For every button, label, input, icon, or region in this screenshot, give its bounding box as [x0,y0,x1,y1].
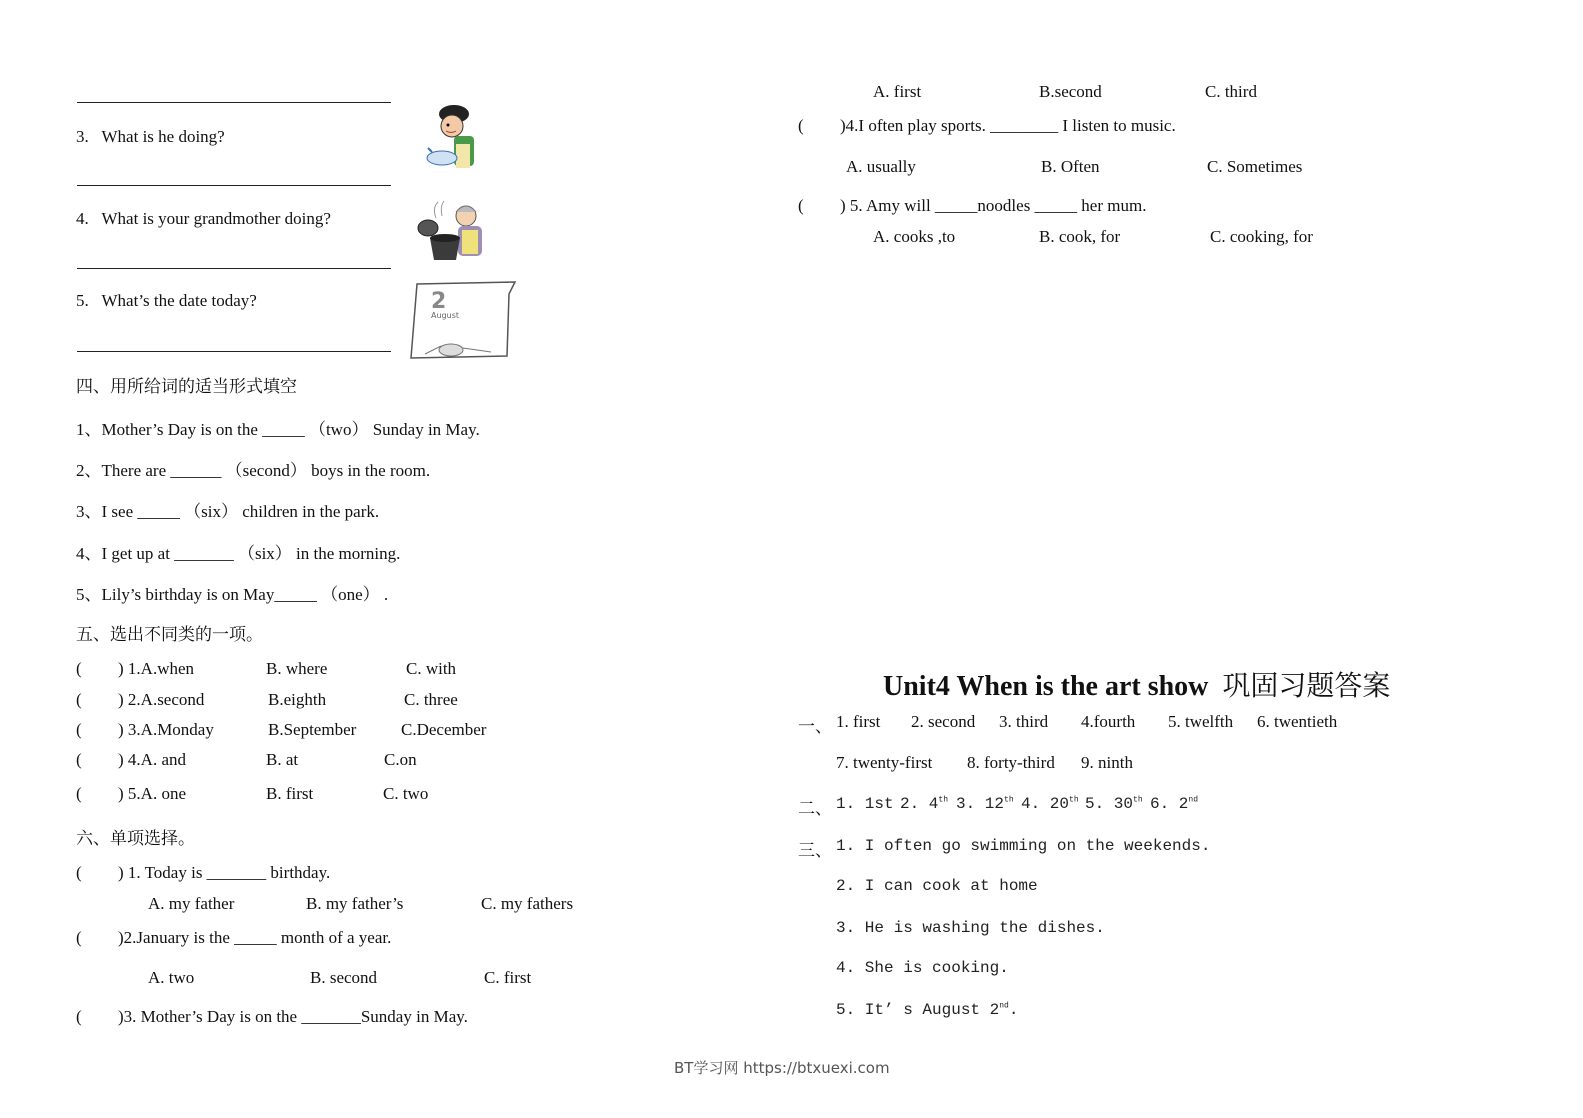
answer-bracket[interactable]: ( [76,659,82,678]
svg-text:2: 2 [431,289,447,314]
question-3: 3. What is he doing? [76,127,225,146]
svg-text:August: August [431,311,459,320]
section-4-heading: 四、用所给词的适当形式填空 [76,377,297,396]
fill-item-1: 1、Mother’s Day is on the _____ （two） Sunday in May. [76,420,480,439]
answer-bracket[interactable]: ( [76,784,82,803]
fill-item-2: 2、There are ______ （second） boys in the room. [76,461,431,480]
footer-watermark[interactable]: BT学习网 https://btxuexi.com [674,1059,890,1077]
answer-line[interactable] [77,102,391,103]
fill-item-5: 5、Lily’s birthday is on May_____ （one） . [76,585,389,604]
answer-bracket[interactable]: ( [76,720,82,739]
answer-key-title: Unit4 When is the art show 巩固习题答案 [883,671,1391,702]
fill-item-4: 4、I get up at _______ （six） in the morning. [76,544,401,563]
grandmother-cooking-illustration [414,198,494,268]
answer-line[interactable] [77,351,391,352]
answer-bracket[interactable]: ( [76,863,82,882]
boy-washing-dishes-illustration [418,100,480,175]
question-5: 5. What’s the date today? [76,291,257,310]
answer-bracket[interactable]: ( [76,750,82,769]
answer-bracket[interactable]: ( [798,116,804,135]
answer-bracket[interactable]: ( [76,1007,82,1026]
answer-line[interactable] [77,185,391,186]
question-4: 4. What is your grandmother doing? [76,209,331,228]
fill-item-3: 3、I see _____ （six） children in the park. [76,502,380,521]
answer-bracket[interactable]: ( [76,928,82,947]
answer-line[interactable] [77,268,391,269]
calendar-august-2-illustration [407,278,519,360]
answer-bracket[interactable]: ( [76,690,82,709]
section-5-heading: 五、选出不同类的一项。 [76,625,263,644]
answer-bracket[interactable]: ( [798,196,804,215]
section-6-heading: 六、单项选择。 [76,829,195,848]
